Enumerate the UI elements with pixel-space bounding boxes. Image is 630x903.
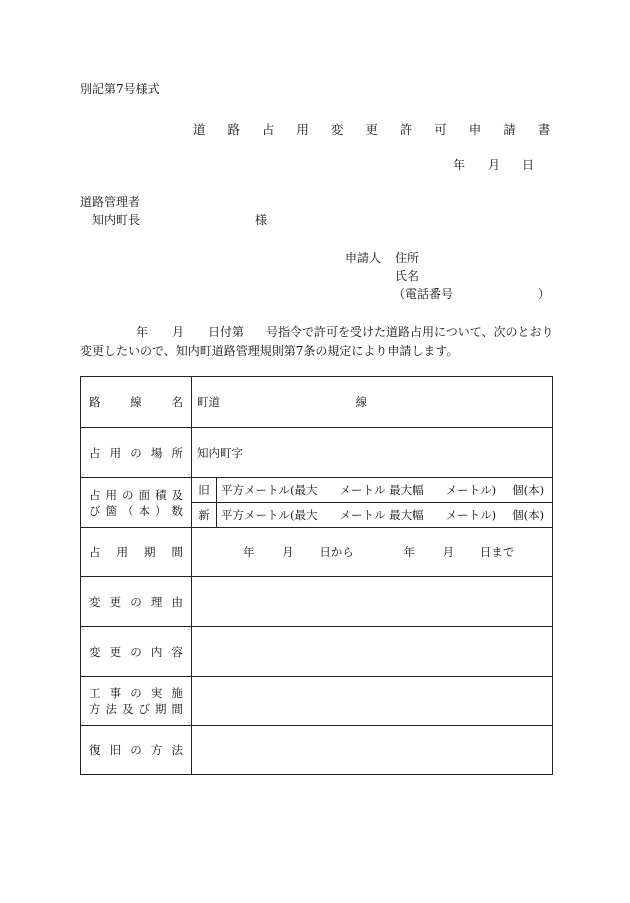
applicant-name: 氏名 xyxy=(395,269,420,283)
area-old-row xyxy=(192,478,552,502)
label-area xyxy=(81,478,192,528)
applicant-address: 住所 xyxy=(395,251,420,265)
row-reason xyxy=(81,577,553,627)
row-construction xyxy=(81,677,553,726)
label-restoration: 復旧の方法 xyxy=(81,726,192,775)
recipient-line1: 道路管理者 xyxy=(80,195,141,209)
area-field xyxy=(192,478,553,528)
applicant-label: 申請人 xyxy=(345,251,382,265)
area-old-input[interactable] xyxy=(217,482,552,498)
applicant-phone-close: ） xyxy=(538,287,551,301)
area-new-b: メートル 最大幅 xyxy=(339,508,424,522)
label-construction-line1: 工事の実施 xyxy=(89,686,185,700)
period-y1: 年 xyxy=(243,545,255,559)
area-new-d: 個(本) xyxy=(512,508,545,522)
area-new-a: 平方メートル(最大 xyxy=(221,508,318,522)
body-line1-rest: 号指令で許可を受けた道路占用について、次のとおり xyxy=(266,325,554,339)
body-year: 年 xyxy=(136,325,149,339)
applicant-phone-open: （電話番号 xyxy=(393,287,454,301)
body-line2: 変更したいので、知内町道路管理規則第7条の規定により申請します。 xyxy=(80,344,459,358)
date-month: 月 xyxy=(488,158,501,172)
application-table xyxy=(80,376,553,775)
area-new-c: メートル) xyxy=(445,508,497,522)
row-area xyxy=(81,478,553,528)
area-new-row xyxy=(192,502,552,527)
label-area-line1: 占用の面積及 xyxy=(89,487,185,502)
period-d1: 日から xyxy=(319,545,354,559)
road-name-field[interactable] xyxy=(192,377,553,428)
area-old-c: メートル) xyxy=(445,483,497,497)
label-location: 占用の場所 xyxy=(81,428,192,478)
period-d2: 日まで xyxy=(479,545,515,559)
area-new-input[interactable] xyxy=(217,507,552,523)
restoration-field[interactable] xyxy=(192,726,553,775)
period-m1: 月 xyxy=(282,545,294,559)
area-old-b: メートル 最大幅 xyxy=(339,483,424,497)
road-name-prefix: 町道 xyxy=(197,395,220,409)
road-name-suffix: 線 xyxy=(355,395,368,409)
recipient-line2: 知内町長 xyxy=(92,213,141,227)
date-year: 年 xyxy=(453,158,466,172)
body-month: 月 xyxy=(172,325,185,339)
area-new-mark: 新 xyxy=(192,503,217,527)
area-old-a: 平方メートル(最大 xyxy=(221,483,318,497)
period-m2: 月 xyxy=(442,545,455,559)
construction-field[interactable] xyxy=(192,677,553,726)
content-field[interactable] xyxy=(192,627,553,677)
reason-field[interactable] xyxy=(192,577,553,627)
label-construction xyxy=(81,677,192,726)
form-title: 道 路 占 用 変 更 許 可 申 請 書 xyxy=(193,122,560,137)
area-old-d: 個(本) xyxy=(512,483,545,497)
row-restoration xyxy=(81,726,553,775)
body-day-number: 日付第 xyxy=(208,325,245,339)
label-period: 占用期間 xyxy=(81,528,192,577)
label-reason: 変更の理由 xyxy=(81,577,192,627)
row-road-name xyxy=(81,377,553,428)
row-period xyxy=(81,528,553,577)
label-content: 変更の内容 xyxy=(81,627,192,677)
label-area-line2: び箇（本）数 xyxy=(89,503,185,518)
period-field[interactable] xyxy=(192,528,553,577)
form-number: 別記第7号様式 xyxy=(80,82,160,96)
label-construction-line2: 方法及び期間 xyxy=(89,702,185,716)
label-road-name: 路線名 xyxy=(81,377,192,428)
area-old-mark: 旧 xyxy=(192,478,217,502)
date-day: 日 xyxy=(522,158,535,172)
location-field[interactable]: 知内町字 xyxy=(192,428,553,478)
row-location xyxy=(81,428,553,478)
recipient-honorific: 様 xyxy=(255,213,268,227)
row-content xyxy=(81,627,553,677)
period-y2: 年 xyxy=(403,545,415,559)
